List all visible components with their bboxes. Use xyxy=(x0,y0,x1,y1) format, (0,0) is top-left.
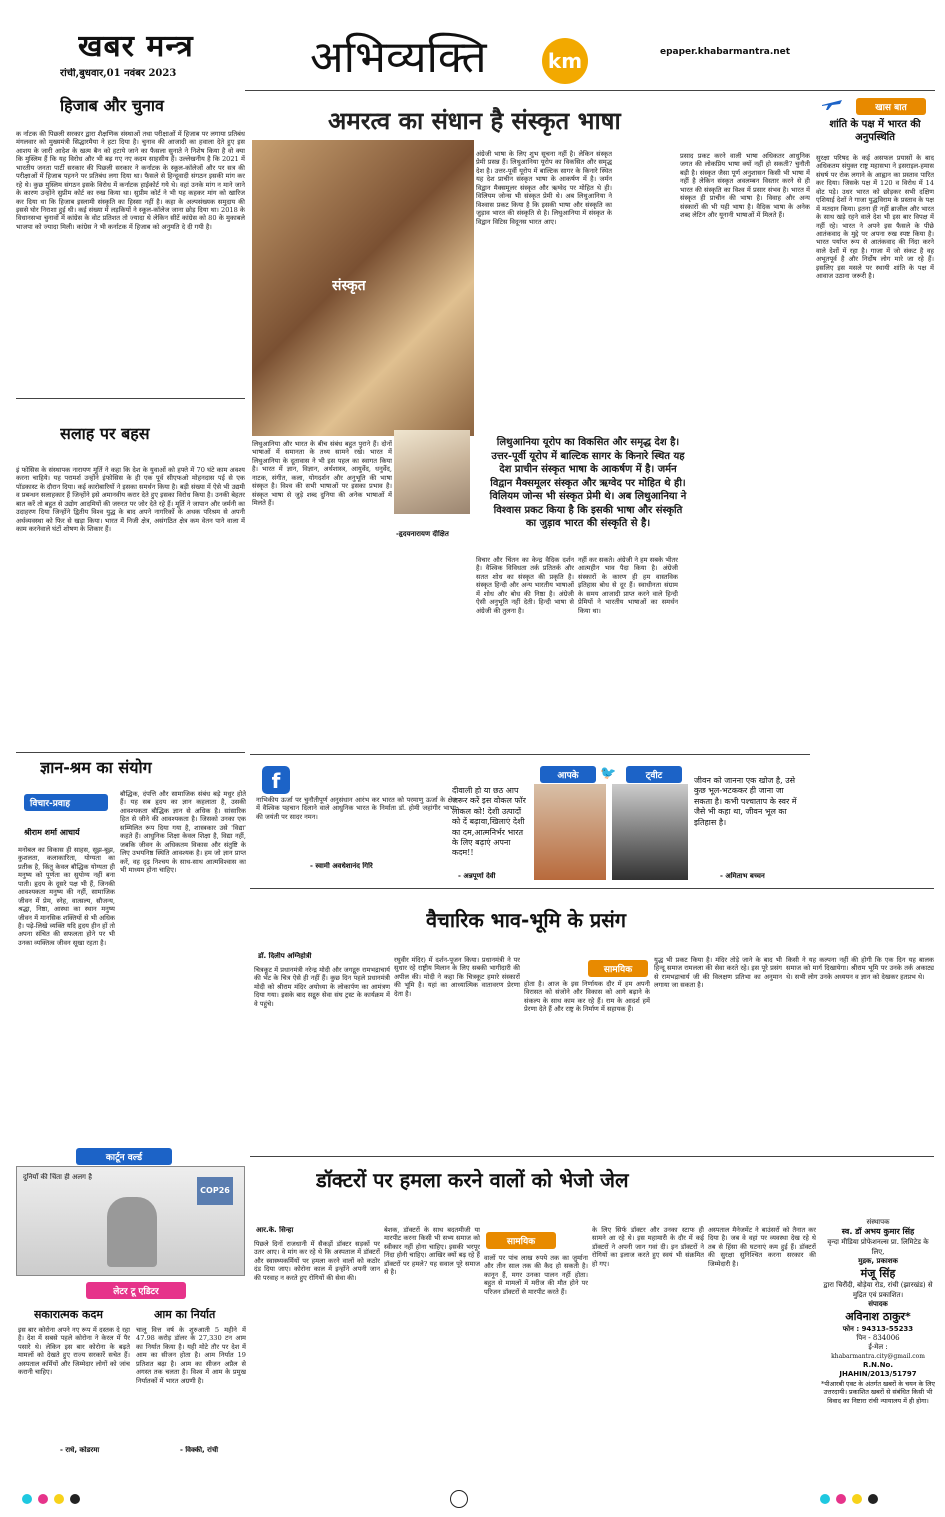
khaas-baat-title: शांति के पक्ष में भारत की अनुपस्थिति xyxy=(829,119,921,143)
yellow-dot xyxy=(54,1494,64,1504)
facebook-post-sign: - स्वामी अवधेशानंद गिरि xyxy=(310,862,373,870)
doctors-col-4: के लिए सिर्फ डॉक्टर और उनका स्टाफ ही सामने आ रहे थे। इस महामारी के दौर में कई डॉक्टरों ने अपनी जान गवां दी। इन डॉक्टरों ने रोगियों का इलाज करते हुए स्वयं भी संक्रमित हो गए। xyxy=(592,1226,704,1268)
cyan-dot xyxy=(820,1494,830,1504)
avatar-amitabh xyxy=(612,784,688,880)
tweet-sign-2: - अमिताभ बच्चन xyxy=(720,872,765,880)
letter-body-2: चालू वित्त वर्ष के शुरुआती 5 महीने में 47.98 करोड़ डॉलर के 27,330 टन आम का निर्यात किया है। यही मोटे तौर पर देश में आम का सीजन होता है। आम निर्यात 19 प्रतिशत बढ़ा है। आम का सीजन अप्रैल से अगस्त तक चलता है। विश्व में आम के प्रमुख निर्यातकों में भारत अग्रणी है। xyxy=(136,1326,246,1385)
newspaper-name: खबर मन्त्र xyxy=(78,29,194,64)
vaicharik-col-2: रघुवीर मंदिर) में दर्शन-पूजन किया। प्रधानमंत्री ने पर सुधार रहे राष्ट्रीय मिलान के लिए सबकी भागीदारी की अपील की। मोदी ने कहा कि चित्रकूट हमारे संस्कारों की भूमि है। यहां का आध्यात्मिक वातावरण प्रेरणा देता है। xyxy=(394,956,520,998)
founder-label: संस्थापक xyxy=(866,1218,890,1226)
samayik-tag-1: सामयिक xyxy=(588,960,648,977)
samayik-tag-2: सामयिक xyxy=(486,1232,556,1249)
editor-name: अविनाश ठाकुर* xyxy=(845,1309,911,1323)
doctors-col-2: बेशक, डॉक्टरों के साथ बदतमीजी या मारपीट करना किसी भी सभ्य समाज को स्वीकार नहीं होना चाहिए। इसकी भरपूर निंदा होनी चाहिए। आखिर क्यों बढ़ रहे हैं डॉक्टरों पर हमले? यह सवाल पूरे समाज से है। xyxy=(384,1226,480,1277)
article-author: -हृदयनारायण दीक्षित xyxy=(396,530,449,538)
imprint-box xyxy=(820,1218,936,1406)
column-title-gyan: ज्ञान-श्रम का संयोग xyxy=(40,758,152,777)
temple-photo xyxy=(252,140,474,436)
cartoon-caption: दुनियाँ की चिंता ही अलग है xyxy=(23,1173,92,1181)
editor-label: संपादक xyxy=(868,1300,888,1309)
letter-sign-1: - राधे, कोडरमा xyxy=(60,1446,100,1454)
doctors-col-5: अस्पताल मैनेजमेंट ने बाउंसरों को तैनात कर दिया है। जब वे वहां पर व्यवस्था देख रहे थे तब से हिंसा की घटनाएं कम हुई हैं। डॉक्टरों की सुरक्षा सुनिश्चित करना सरकार की जिम्मेदारी है। xyxy=(708,1226,816,1268)
email[interactable]: khabarmantra.city@gmail.com xyxy=(831,1352,925,1360)
tweet-text-2: जीवन को जानना एक खोज है, उसे कुछ भूल-भटककर ही जाना जा सकता है। कभी पश्चाताप के स्वर में जैसे भी कहा था, जीवन भूल का इतिहास है। xyxy=(694,776,797,827)
manuscript-photo xyxy=(394,430,470,514)
pin: पिन - 834006 xyxy=(856,1333,900,1342)
publisher: वृन्दा मीडिया प्रोफेशनल्स प्रा. लिमिटेड के लिए, xyxy=(827,1238,929,1256)
headline-vaicharik: वैचारिक भाव-भूमि के प्रसंग xyxy=(426,908,626,932)
magenta-dot xyxy=(38,1494,48,1504)
letter-title-2: आम का निर्यात xyxy=(154,1308,216,1321)
printer-label: मुद्रक, प्रकाशक xyxy=(858,1257,898,1266)
rni-label: R.N.No. xyxy=(862,1360,894,1369)
sanskrit-col-4: नहीं कर सकते। अंग्रेजी ने हम सबके भीतर आत्महीन भाव पैदा किया है। अंग्रेजी संस्कारों के कारण ही हम वास्तविक इतिहास बोध से दूर हैं। स्वाधीनता संग्राम के समय आजादी प्राप्त करने वाले हिन्दी प्रेमियों ने भारतीय भाषाओं का समर्थन किया था। xyxy=(578,556,678,615)
vichar-pravah-tag: विचार-प्रवाह xyxy=(24,794,108,811)
cop26-sign: COP26 xyxy=(197,1177,233,1205)
letter-to-editor-tag: लेटर टू एडिटर xyxy=(86,1282,186,1299)
khaas-baat-body: सुरक्षा परिषद के कई असफल प्रयासों के बाद अधिकतम संयुक्त राष्ट्र महासभा ने इसराइल-हमास संघर्ष पर रोक लगाने के आह्वान का प्रस्ताव पारित कर दिया। जिसके पक्ष में 120 व विरोध में 14 वोट पड़े। उधर भारत को छोड़कर सभी दक्षिण एशियाई देशों ने गाजा युद्धविराम के प्रस्ताव के पक्ष में मतदान किया। इतना ही नहीं ब्राजील और भारत के साथ खड़े रहने वाले देश भी इस बार विपक्ष में नहीं रहे। भारत ने अपने इस फैसले के पीछे आतंकवाद के मुद्दे पर अपना रुख स्पष्ट किया है। भारत पर्याप्त रूप से आतंकवाद की निंदा करने वाले देशों में रहा है। गाजा में जो संकट है वह अभूतपूर्व है और निर्दोष लोग मारे जा रहे हैं। इसलिए इस मसले पर स्थायी शांति के पक्ष में आवाज उठाना जरूरी है। xyxy=(816,154,934,281)
facebook-icon: f xyxy=(262,766,290,794)
tweet-text-1: दीवाली हो या छठ आप जरूर करें इस वोकल फॉर लोकल को! देशी उत्पादों को दें बढ़ावा,खिलाएं देशी का दम,आत्मनिर्भर भारत के लिए बढ़ाएं अपना कदम!! xyxy=(452,786,526,858)
vaicharik-author: डॉ. दिलीप अग्निहोत्री xyxy=(258,952,312,960)
dateline: रांची,बुधवार,01 नवंबर 2023 xyxy=(60,68,177,79)
cartoon-figure xyxy=(107,1197,157,1267)
letter-body-1: इस बार कोरोना अपने नए रूप में दस्तक दे रहा है। देश में सबसे पहले कोरोना ने केरल में पैर पसारे थे। लेकिन इस बार कोरोना के बढ़ते मामलों को देखते हुए राज्य सरकारें सचेत हैं। अस्पताल कर्मियों और जिम्मेदार लोगों को जांच करानी चाहिए। xyxy=(18,1326,130,1377)
doctors-col-3: वालों पर पांच लाख रुपये तक का जुर्माना और तीन साल तक की कैद हो सकती है। कानून हैं, मगर उनका पालन नहीं होता। बहुत से मामलों में मरीज की मौत होने पर परिजन डॉक्टरों से मारपीट करते हैं। xyxy=(484,1254,588,1296)
cyan-dot xyxy=(22,1494,32,1504)
cartoon-world-tag: कार्टून वर्ल्ड xyxy=(76,1148,172,1165)
epaper-url[interactable]: epaper.khabarmantra.net xyxy=(660,47,791,57)
register-mark-icon xyxy=(450,1490,468,1508)
address: द्वारा चिरौंदी, बोड़ेया रोड, रांची (झारखंड) से मुद्रित एवं प्रकाशित। xyxy=(823,1281,933,1299)
letter-title-1: सकारात्मक कदम xyxy=(34,1308,103,1321)
sanskrit-col-1: अंग्रेजी भाषा के लिए शुभ सूचना नहीं है। लेकिन संस्कृत प्रेमी प्रसन्न हैं। लिथुआनिया यूरोप का विकसित और समृद्ध देश है। उत्तर-पूर्वी यूरोप में बाल्टिक सागर के किनारे स्थित यह देश प्राचीन संस्कृत भाषा के आकर्षण में है। जर्मन विद्वान मैक्समूलर संस्कृत और ऋग्वेद पर मोहित थे ही। विलियम जोन्स भी संस्कृत प्रेमी थे। अब लिथुआनिया ने विश्वास प्रकट किया है कि इसकी भाषा और संस्कृति का जुड़ाव भारत की संस्कृति से है। लिथुआनिया में संस्कृत के विद्वान विटिस विदूनस भारत आए। xyxy=(476,150,612,226)
doctors-col-1: पिछले दिनों राजधानी में सैकड़ों डॉक्टर सड़कों पर उतर आए। वे मांग कर रहे थे कि अस्पताल में डॉक्टरों और स्वास्थ्यकर्मियों पर हमला करने वालों को कठोर दंड दिया जाए। कोरोना काल में इन्होंने अपनी जान की परवाह न करते हुए रोगियों की सेवा की। xyxy=(254,1240,380,1282)
column-body-left: मनोबल का विकास ही साहस, सूझ-बूझ, कुशलता, कलाकारिता, योग्यता का प्रतीक है, किंतु केवल बौद्धिक योग्यता ही मनुष्य को पूर्णता का सुयोग्य नहीं बना पाती। हृदय के दूसरे पक्ष भी हैं, जिनकी आवश्यकता मनुष्य की नहीं, सामाजिक जीवन में प्रेम, स्नेह, वात्सल्य, सौजन्य, श्रद्धा, निष्ठा, आस्था का स्थान मनुष्य जीवन में मानसिक शक्तियों से भी अधिक है। पढ़े-लिखे व्यक्ति यदि हृदय हीन हों तो अपना संचित की सफलता होने पर भी उनका व्यक्तित्व जीवन सूखा रहता है। xyxy=(18,846,115,947)
photo-label: संस्कृत xyxy=(332,278,366,294)
vaicharik-col-4: युद्ध भी प्रकट किया है। मंदिर तोड़े जाने के बाद भी हिन्दू समाज रामलला की सेवा करते रहे। इस पूरे प्रसंग से रामभद्राचार्य जी की विलक्षण प्रतिभा का अनुमान लगाया जा सकता है। xyxy=(654,956,782,990)
column-author: श्रीराम शर्मा आचार्य xyxy=(24,828,80,837)
phone[interactable]: फोन : 94313-55233 xyxy=(842,1324,914,1333)
sanskrit-col-3: विचार और चिंतन का केन्द्र वैदिक दर्शन है। वैश्विक विविधता तर्क प्रतितर्क और सतत शोध का संस्कृत की प्रकृति है। संस्कृत हिन्दी और अन्य भारतीय भाषाओं में शोध और बोध की निष्ठा है। अंग्रेजी ऐसी अनुभूति नहीं देती। हिन्दी भाषा से अंग्रेजी की तुलना है। xyxy=(476,556,574,615)
twitter-icon: 🐦 xyxy=(600,766,617,781)
aapke-label: आपके xyxy=(540,766,596,783)
facebook-post-text: नाभिकीय ऊर्जा पर चुनौतीपूर्ण अनुसंधान आरंभ कर भारत को परमाणु ऊर्जा के क्षेत्र में वैश्विक पहचान दिलाने वाले आधुनिक भारत के निर्माता डॉ. होमी जहांगीर भाभा की जयंती पर सादर नमन। xyxy=(256,796,456,821)
editorial-body-salah: इं फोसिस के संस्थापक नारायण मूर्ति ने कहा कि देश के युवाओं को हफ्ते में 70 घंटे काम अवश्य करना चाहिये। यह परामर्श उन्होंने इंफोसिस के ही एक पूर्व सीएफओ मोहनदास पई से एक पॉडकास्ट के दौरान दिया। कई कारोबारियों ने इसका समर्थन किया है। बड़ी संख्या में ऐसे भी उद्यमी व प्रबन्धन सलाहकार हैं जिन्होंने इसे अमानवीय करार देते हुए इसका विरोध किया है। उनकी बेहतर बात करें तो बहुत से उद्योग आदमियों की जरुरत पर जोर देते रहे हैं। मूर्ति ने जापान और जर्मनी का उदाहरण दिया जिन्होंने द्वितीय विश्व युद्ध के बाद अपने नागरिकों के अथक परिश्रम से अपनी अर्थव्यवस्था को फिर से खड़ा किया। भारत में निजी क्षेत्र, असंगठित क्षेत्र कम वेतन पाने वाला में काम करनेवाले घंटों शोषण के शिकार हैं। xyxy=(16,466,245,534)
email-label: ई-मेल : xyxy=(868,1343,888,1352)
rni-number: JHAHIN/2013/51797 xyxy=(839,1370,917,1379)
headline-doctors: डॉक्टरों पर हमला करने वालों को भेजो जेल xyxy=(316,1168,629,1192)
vaicharik-col-3: होता है। आज के इस निर्णायक दौर में हम अपनी विरासत को संजोने और विकास को आगे बढ़ाने के संकल्प के साथ काम कर रहे हैं। राम के आदर्श हमें प्रेरणा देते हैं और राष्ट्र के निर्माण में सहायक हैं। xyxy=(524,980,650,1014)
printer-name: मंजू सिंह xyxy=(860,1266,896,1280)
black-dot xyxy=(868,1494,878,1504)
sanskrit-col-5: प्रसाद प्रकट करने वाली भाषा अधिकतर आधुनिक जगत की लोकप्रिय भाषा क्यों नहीं हो सकती? चुनौती बड़ी है। संस्कृत जैसा पूर्ण अनुशासन किसी भी भाषा में नहीं है लेकिन संस्कृत अवलम्बन विस्तार करने से ही भारत की संस्कृति का विश्व में प्रसार संभव है। भारत में संस्कृत ही प्राचीन की भाषा है। विवाह और अन्य संस्कारों की भी यही भाषा है। वैदिक भाषा के अनेक शब्द लेटिन और यूनानी भाषाओं में मिलते हैं। xyxy=(680,152,810,220)
letter-sign-2: - विक्की, रांची xyxy=(180,1446,219,1454)
avatar-annapurna xyxy=(534,784,606,880)
imprint-note: *पीआरबी एक्ट के अंतर्गत खबरों के चयन के लिए उत्तरदायी। प्रकाशित खबरों से संबंधित किसी भी विवाद का निष्टारा रांची न्यायालय में ही होगा। xyxy=(821,1379,935,1406)
column-body-right: बौद्धिक, दंपत्ति और सामाजिक संबंध बड़े मधुर होते हैं। यह सब हृदय का ज्ञान कहलाता है, उसकी आवश्यकता बौद्धिक ज्ञान से अधिक है। सांसारिक हित से जीने की आवश्यकता है। जिसको उनका एक सम्मिलित रूप दिया गया है, शास्त्रकार उसे 'विद्या' कहते हैं। आधुनिक शिक्षा केवल शिक्षा है, विद्या नहीं, जबकि जीवन के अधिकतम विकास और संतुष्टि के लिए उभयनिष्ठ स्थिति आवश्यक है। हम जो ज्ञान प्राप्त करें, वह दृढ़ निश्चय के साथ-साथ आत्मविश्वास का भी माध्यम होना चाहिए। xyxy=(120,790,246,874)
tweet-label: ट्वीट xyxy=(626,766,682,783)
khaas-baat-tag: खास बात xyxy=(856,98,926,115)
editorial-title-hijab: हिजाब और चुनाव xyxy=(60,96,164,115)
sanskrit-col-2: लिथुआनिया और भारत के बीच संबंध बहुत पुराने हैं। दोनों भाषाओं में समानता के तथ्य सामने रखे। भारत में लिथुआनिया के दूतावास ने भी इस पहल का स्वागत किया है। भारत में ज्ञान, विज्ञान, अर्थशास्त्र, आयुर्वेद, धनुर्वेद, नाटक, संगीत, कला, योगदर्शन और अनुभूति की भाषा संस्कृत है। विश्व की सभी भाषाओं पर इसका प्रभाव है। संस्कृत भाषा से जुड़े शब्द दुनिया की अनेक भाषाओं में मिलते हैं। xyxy=(252,440,392,508)
section-brand: अभिव्यक्ति xyxy=(310,32,487,83)
logo-icon: km xyxy=(542,38,588,84)
plane-icon xyxy=(820,96,844,112)
register-dots-left xyxy=(22,1494,142,1508)
editorial-title-salah: सलाह पर बहस xyxy=(60,424,150,443)
register-dots-right xyxy=(820,1494,940,1508)
lead-headline-sanskrit: अमरत्व का संधान है संस्कृत भाषा xyxy=(328,107,621,135)
pull-quote: लिथुआनिया यूरोप का विकसित और समृद्ध देश है। उत्तर-पूर्वी यूरोप में बाल्टिक सागर के किनारे स्थित यह देश प्राचीन संस्कृत भाषा के आकर्षण में है। जर्मन विद्वान मैक्समूलर संस्कृत और ऋग्वेद पर मोहित थे ही। विलियम जोन्स भी संस्कृत प्रेमी थे। अब लिथुआनिया ने विश्वास प्रकट किया है कि इसकी भाषा और संस्कृति का जुड़ाव भारत की संस्कृति से है। xyxy=(489,437,687,529)
tweet-sign-1: - अन्नपूर्णा देवी xyxy=(458,872,496,880)
yellow-dot xyxy=(852,1494,862,1504)
black-dot xyxy=(70,1494,80,1504)
editorial-body-hijab: क र्नाटक की पिछली सरकार द्वारा शैक्षणिक संस्थाओं तथा परीक्षाओं में हिजाब पर लगाया प्रतिबंध मंगलवार को मुख्यमंत्री सिद्धारमैया ने हटा दिया है। चुनाव की आजादी का हवाला देते हुए इस आशय के जारी आदेश के खत्म बैन को हटाये जाने का फैसला सुनाते ने निशेष किया है वो क्या कि मुस्लिम हैं कि यह विरोध और भी बढ़ गए नए कदम साहसीय हैं। उल्लेखनीय है कि 2021 में भारतीय जनता पार्टी सरकार की पिछली सरकार ने कर्नाटक के स्कूल-कॉलेजों और पर सत्र की परीक्षाओं में हिजाब पहनने पर प्रतिबंध लगा दिया था। फैसले से हिन्दूवादी संगठन इसकी मांग कर रहे थे। कुछ मुस्लिम संगठन इसके विरोध में कर्नाटक हाईकोर्ट गये थे। वहां उनके मांग न माने जाने के कारण उन्होंने सुप्रीम कोर्ट का रुख किया था। सुप्रीम कोर्ट ने भी यह कहकर मांग को खारिज कर दिया था कि हिजाब इस्लामी संस्कृति का हिस्सा नहीं है। कहा के अल्पसंख्यक समुदाय की इससे घोर निराशा हुई थी। कई संख्या में लड़कियों ने स्कूल-कॉलेज जाना छोड़ दिया था। 2018 के विधानसभा चुनावों में कांग्रेस के वोट प्रतिशत तो ज्यादा थे लेकिन सीटें कांग्रेस को 80 के मुकाबले भाजपा को ज्यादा मिली। कांग्रेस ने भी कर्नाटक में हिजाब को अनुमति दे दी गयी है। xyxy=(16,130,245,231)
doctors-author: आर.के. सिन्हा xyxy=(256,1226,294,1234)
magenta-dot xyxy=(836,1494,846,1504)
vaicharik-col-5: किसी ने यह कल्पना नहीं की होगी कि एक दिन यह बालक समाज को मार्ग दिखायेगा। श्रीराम भूमि पर उनके तर्क अकाट्य थे। सभी लोग उनके अध्ययन व ज्ञान को देखकर हतप्रभ थे। xyxy=(786,956,934,981)
vaicharik-col-1: चित्रकूट में प्रधानमंत्री नरेन्द्र मोदी और जगद्गुरु रामभद्राचार्य की भेंट के चित्र ऐसे ही नहीं हैं। कुछ दिन पहले प्रधानमंत्री मोदी को श्रीराम मंदिर अयोध्या के लोकार्पण का आमंत्रण दिया गया। इसके बाद सद्गुरु सेवा संघ ट्रस्ट के कार्यक्रम में वे पहुंचे। xyxy=(254,966,390,1008)
cartoon-image xyxy=(16,1166,245,1276)
founder-name: स्व. डॉ अभय कुमार सिंह xyxy=(841,1227,915,1237)
